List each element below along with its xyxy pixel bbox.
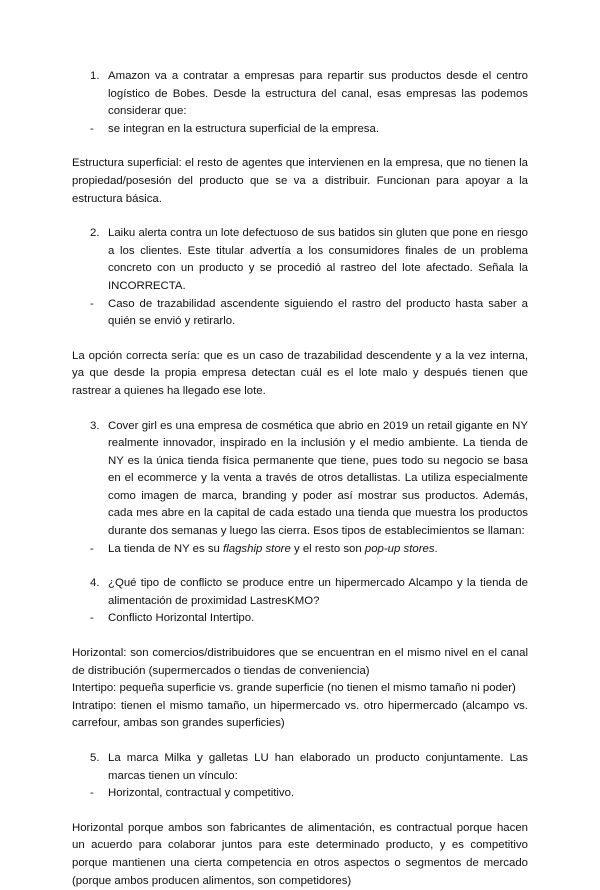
answer-2 — [90, 296, 528, 331]
answer-text: se integran en la estructura superficial de la empresa. — [108, 122, 379, 135]
question-5 — [90, 750, 528, 785]
question-text: ¿Qué tipo de conflicto se produce entre un hipermercado Alcampo y la tienda de alimentación de proximidad LastresKMO? — [108, 577, 528, 607]
question-1 — [90, 68, 528, 121]
explanation-2: La opción correcta sería: que es un caso de trazabilidad descendente y a la vez interna, ya que desde la propia empresa detectan cuál es el lote malo y después tienen que rastrear a quienes ha llegado ese lote. — [72, 349, 528, 397]
question-number: 5. — [90, 752, 100, 764]
question-3 — [90, 418, 528, 541]
question-text: Cover girl es una empresa de cosmética que abrio en 2019 un retail gigante en NY realmente innovador, inspirado en la inclusión y el medio ambiente. La tienda de NY es la única tienda física permanente que tiene, pues todo su negocio se basa en el ecommerce y la venta a través de otros detallistas. La utiliza especialmente como imagen de marca, branding y poder así mostrar sus productos. Además, cada mes abre en la capital de cada estado una tienda que muestra los productos durante dos semanas y luego las cierra. Esos tipos de establecimientos se llaman: — [108, 419, 528, 538]
dash-bullet: - — [90, 542, 94, 555]
question-4 — [90, 575, 528, 610]
dash-bullet: - — [90, 122, 94, 135]
dash-bullet: - — [90, 787, 94, 800]
answer-text: Horizontal, contractual y competitivo. — [108, 787, 295, 800]
question-number: 3. — [90, 419, 100, 432]
question-text: Laiku alerta contra un lote defectuoso de sus batidos sin gluten que pone en riesgo a los clientes. Este titular advertía a los consumidores finales de un problema concreto con un producto y se procedió al rastreo del lote afectado. Señala la INCORRECTA. — [108, 227, 528, 292]
question-number: 1. — [90, 70, 100, 82]
answer-text-post: . — [434, 542, 438, 555]
answer-emphasis-flagship: flagship store — [223, 542, 291, 555]
answer-5 — [90, 785, 528, 803]
answer-text-pre: La tienda de NY es su — [108, 542, 224, 555]
document-page — [72, 68, 528, 890]
answer-emphasis-popup: pop-up stores — [364, 542, 435, 555]
answer-1 — [90, 121, 528, 139]
explanation-5: Horizontal porque ambos son fabricantes de alimentación, es contractual porque hacen un acuerdo para colaborar juntos para este determinado producto, y es competitivo porque mantienen una cierta competencia en otros aspectos o segmentos de mercado (porque ambos producen alimentos, son competidores) — [72, 821, 528, 887]
explanation-line-intratipo: Intratipo: tienen el mismo tamaño, un hipermercado vs. otro hipermercado (alcampo vs. carrefour, ambas son grandes superficies) — [72, 699, 528, 730]
answer-text: Conflicto Horizontal Intertipo. — [108, 612, 255, 625]
explanation-line-horizontal: Horizontal: son comercios/distribuidores que se encuentran en el mismo nivel en el canal de distribución (supermercados o tiendas de conveniencia) — [72, 647, 528, 677]
question-text: Amazon va a contratar a empresas para repartir sus productos desde el centro logístico de Bobes. Desde la estructura del canal, esas empresas las podemos considerar que: — [108, 70, 528, 118]
question-number: 2. — [90, 227, 100, 240]
dash-bullet: - — [90, 297, 94, 310]
explanation-line-intertipo: Intertipo: pequeña superficie vs. grande superficie (no tienen el mismo tamaño ni poder) — [72, 682, 516, 695]
dash-bullet: - — [90, 612, 94, 625]
question-text: La marca Milka y galletas LU han elaborado un producto conjuntamente. Las marcas tienen un vínculo: — [108, 752, 528, 782]
explanation-1: Estructura superficial: el resto de agentes que intervienen en la empresa, que no tienen la propiedad/posesión del producto que se va a distribuir. Funcionan para apoyar a la estructura básica. — [72, 157, 528, 205]
question-2 — [90, 225, 528, 295]
question-number: 4. — [90, 577, 100, 590]
answer-4 — [90, 610, 528, 628]
answer-text: Caso de trazabilidad ascendente siguiendo el rastro del producto hasta saber a quién se envió y retirarlo. — [108, 297, 528, 328]
answer-3 — [90, 541, 528, 559]
explanation-4 — [72, 645, 528, 733]
answer-text-mid: y el resto son — [290, 542, 365, 555]
